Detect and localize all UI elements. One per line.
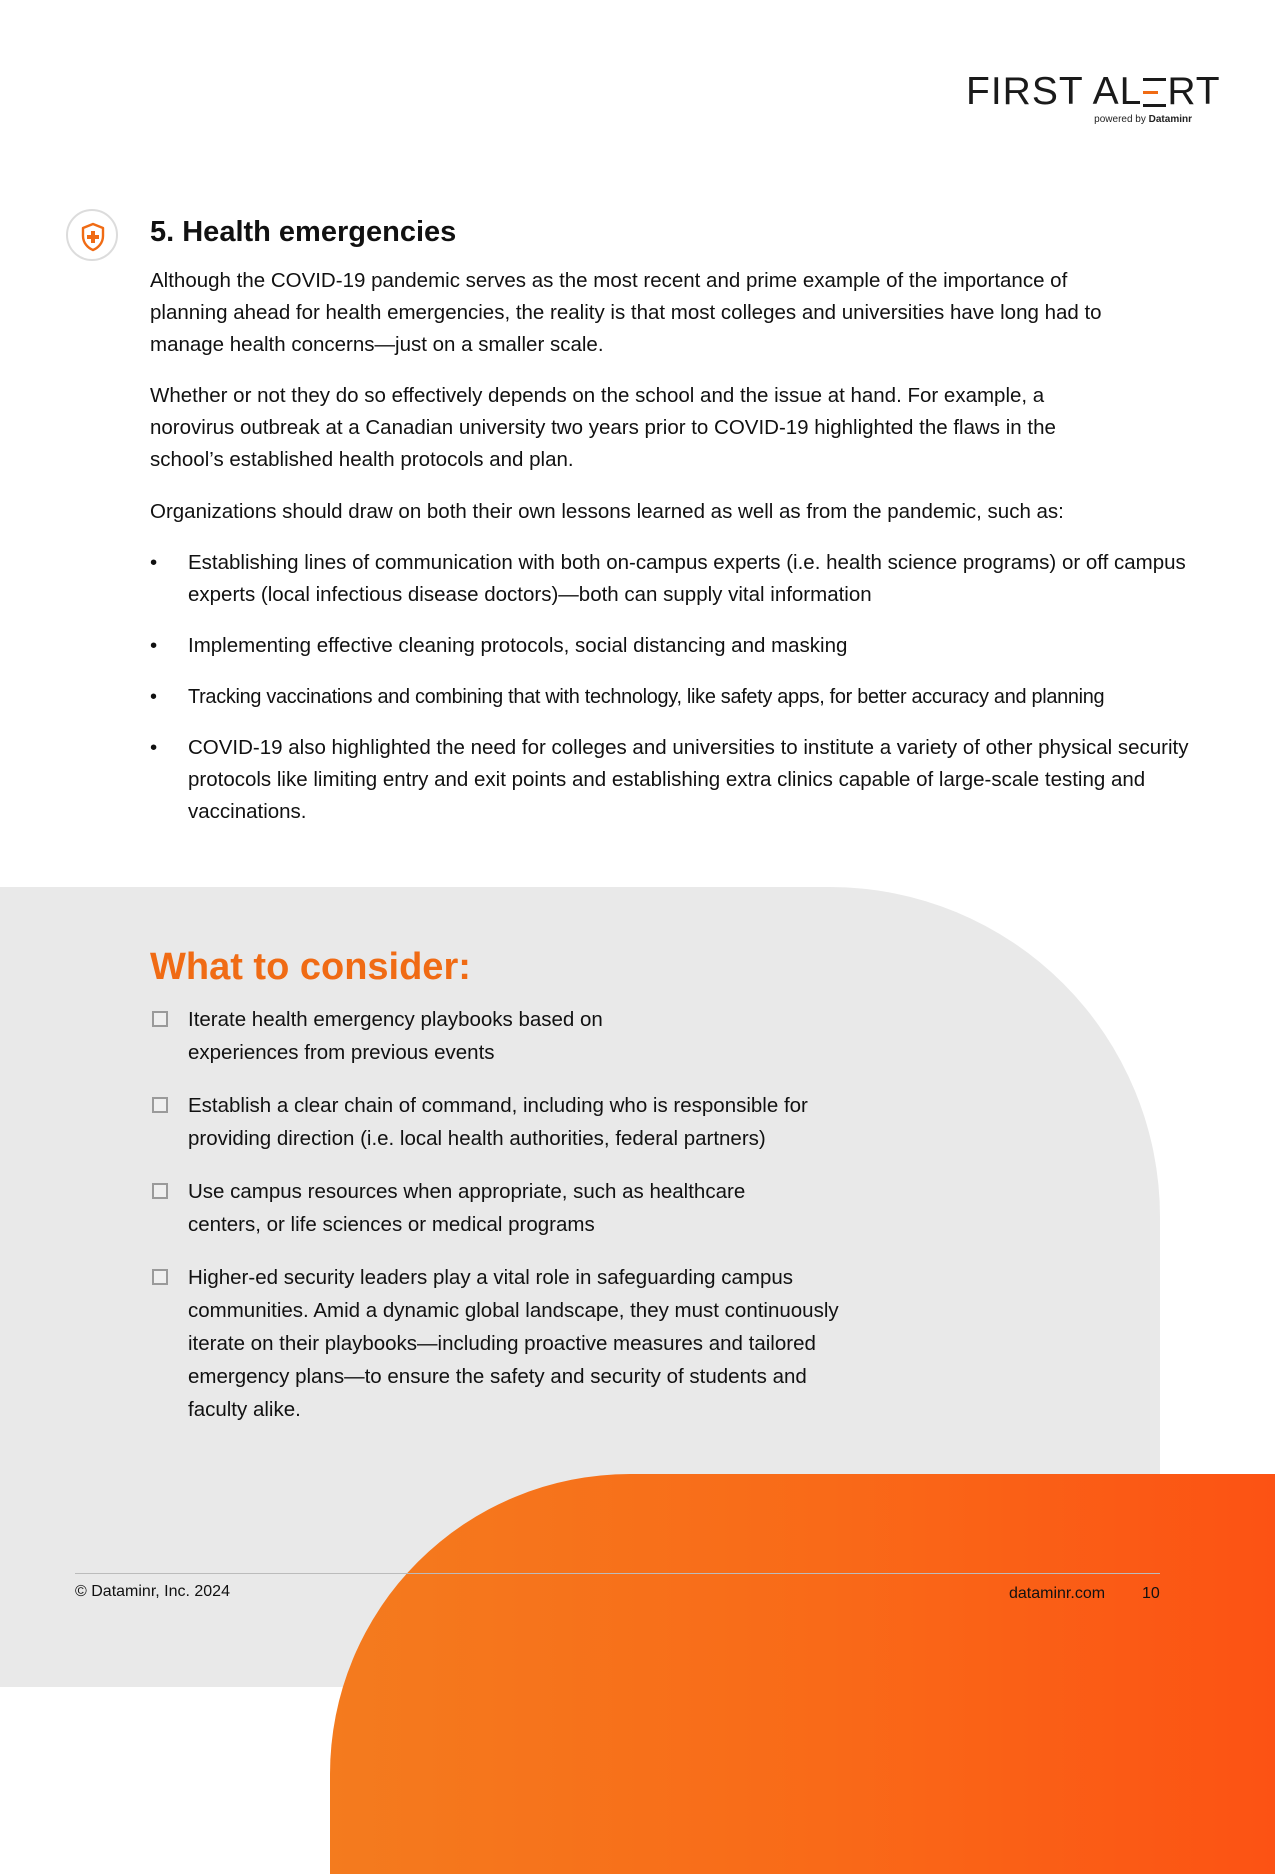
bullet-dot-icon: • <box>150 634 158 657</box>
list-item <box>150 681 1200 713</box>
page-number: 10 <box>1142 1585 1160 1602</box>
powered-by-label: powered by <box>1094 114 1146 125</box>
lessons-bullet-list <box>150 547 1200 847</box>
checkbox-icon <box>152 1183 168 1199</box>
footer-website-link[interactable]: dataminr.com <box>1009 1585 1106 1602</box>
logo-e-mark-icon <box>1143 75 1166 105</box>
section-paragraph-3: Organizations should draw on both their own lessons learned as well as from the pandemic, such as: <box>150 500 1064 523</box>
checkbox-icon <box>152 1011 168 1027</box>
bullet-dot-icon: • <box>150 551 158 574</box>
section-paragraph-1: Although the COVID-19 pandemic serves as the most recent and prime example of the importance of planning ahead for health emergencies, the reality is that most colleges and universities have long had to manage health concerns—just on a smaller scale. <box>150 269 1102 356</box>
checklist-item-text: Higher-ed security leaders play a vital role in safeguarding campus communities. Amid a dynamic global landscape, they must continuously iterate on their playbooks—including proactive measures and tailored emergency plans—to ensure the safety and security of students and faculty alike. <box>188 1266 839 1421</box>
footer-divider <box>75 1573 1160 1574</box>
list-item <box>150 630 1200 662</box>
logo-powered-by <box>1094 114 1192 125</box>
bullet-text: Implementing effective cleaning protocols, social distancing and masking <box>188 634 848 657</box>
checklist-item-text: Use campus resources when appropriate, such as healthcare centers, or life sciences or medical programs <box>188 1180 746 1236</box>
shield-plus-icon <box>66 209 118 261</box>
checklist-item <box>150 1175 818 1241</box>
consider-checklist <box>150 1003 870 1446</box>
logo-text-part2: RT <box>1167 70 1221 113</box>
checklist-item <box>150 1261 868 1426</box>
section-title: 5. Health emergencies <box>150 216 457 248</box>
logo-wordmark <box>966 70 1221 114</box>
section-paragraph-2: Whether or not they do so effectively depends on the school and the issue at hand. For example, a norovirus outbreak at a Canadian university two years prior to COVID-19 highlighted the flaws in the school’s established health protocols and plan. <box>150 384 1056 471</box>
checklist-item-text: Establish a clear chain of command, including who is responsible for providing direction (i.e. local health authorities, federal partners) <box>188 1094 808 1150</box>
list-item <box>150 732 1200 828</box>
orange-wave-decoration <box>330 1474 1275 1874</box>
first-alert-logo <box>966 70 1221 128</box>
checkbox-icon <box>152 1097 168 1113</box>
checklist-item <box>150 1003 628 1069</box>
bullet-dot-icon: • <box>150 736 158 759</box>
bullet-text: Establishing lines of communication with both on-campus experts (i.e. health science programs) or off campus experts (local infectious disease doctors)—both can supply vital information <box>188 551 1186 606</box>
checklist-item-text: Iterate health emergency playbooks based on experiences from previous events <box>188 1008 603 1064</box>
powered-by-brand: Dataminr <box>1148 114 1192 125</box>
checklist-item <box>150 1089 870 1155</box>
bullet-text: Tracking vaccinations and combining that with technology, like safety apps, for better accuracy and planning <box>188 686 1105 708</box>
logo-text-part1: FIRST AL <box>966 70 1143 113</box>
checkbox-icon <box>152 1269 168 1285</box>
footer-copyright: © Dataminr, Inc. 2024 <box>75 1583 230 1600</box>
bullet-dot-icon: • <box>150 686 157 708</box>
consider-title: What to consider: <box>150 946 471 988</box>
bullet-text: COVID-19 also highlighted the need for colleges and universities to institute a variety of other physical security protocols like limiting entry and exit points and establishing extra clinics capable of large-scale testing and vaccinations. <box>188 736 1189 823</box>
list-item <box>150 547 1200 611</box>
